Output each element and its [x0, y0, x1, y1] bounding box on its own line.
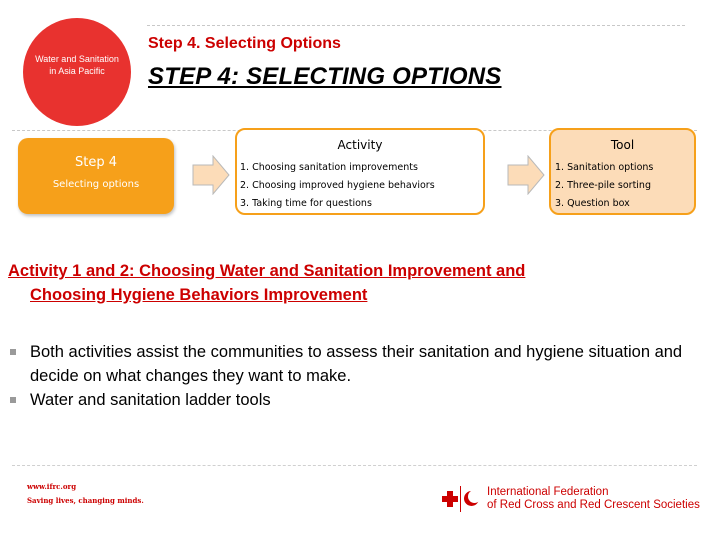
- bullet-item: [8, 388, 688, 412]
- bullet-list: [8, 340, 688, 412]
- red-crescent-icon: [460, 486, 480, 512]
- right-arrow-icon: [192, 155, 230, 195]
- step-subtitle: Selecting options: [52, 179, 140, 190]
- square-bullet-icon: [10, 349, 16, 355]
- right-arrow-icon: [507, 155, 545, 195]
- activity-box: [235, 128, 485, 215]
- tool-box: [549, 128, 696, 215]
- section-heading: [8, 259, 698, 307]
- organization-name-line-2: of Red Cross and Red Crescent Societies: [487, 499, 700, 511]
- section-heading-line-2: Choosing Hygiene Behaviors Improvement: [30, 286, 368, 304]
- activity-heading: Activity: [337, 138, 383, 152]
- tool-list: [555, 159, 694, 213]
- tool-item: 1. Sanitation options: [555, 162, 654, 173]
- activity-list: [240, 159, 483, 213]
- footer-url: www.ifrc.org: [27, 482, 77, 491]
- activity-item: 2. Choosing improved hygiene behaviors: [240, 180, 435, 191]
- bullet-text: Water and sanitation ladder tools: [30, 391, 271, 409]
- section-circle-badge: [23, 18, 131, 126]
- tool-item: 2. Three-pile sorting: [555, 180, 651, 191]
- top-divider: [147, 25, 685, 26]
- slide-subtitle: Step 4. Selecting Options: [148, 35, 341, 52]
- step-box: [18, 138, 174, 214]
- section-heading-line-1: Activity 1 and 2: Choosing Water and Sanitation Improvement and: [8, 262, 526, 280]
- red-cross-icon: [440, 486, 460, 512]
- slide-title: STEP 4: SELECTING OPTIONS: [148, 63, 502, 90]
- footer-text: [27, 480, 144, 508]
- circle-label: Water and Sanitation in Asia Pacific: [35, 54, 119, 76]
- ifrc-logo: [440, 486, 480, 512]
- activity-item: 1. Choosing sanitation improvements: [240, 162, 418, 173]
- step-title: Step 4: [74, 155, 117, 170]
- bullet-item: [8, 340, 688, 388]
- tool-item: 3. Question box: [555, 198, 630, 209]
- bullet-text: Both activities assist the communities to assess their sanitation and hygiene situation and decide on what changes they want to make.: [30, 343, 683, 385]
- organization-name: [487, 486, 700, 512]
- footer-tagline: Saving lives, changing minds.: [27, 496, 144, 505]
- square-bullet-icon: [10, 397, 16, 403]
- tool-heading: Tool: [610, 138, 635, 152]
- organization-name-line-1: International Federation: [487, 486, 609, 498]
- activity-item: 3. Taking time for questions: [240, 198, 372, 209]
